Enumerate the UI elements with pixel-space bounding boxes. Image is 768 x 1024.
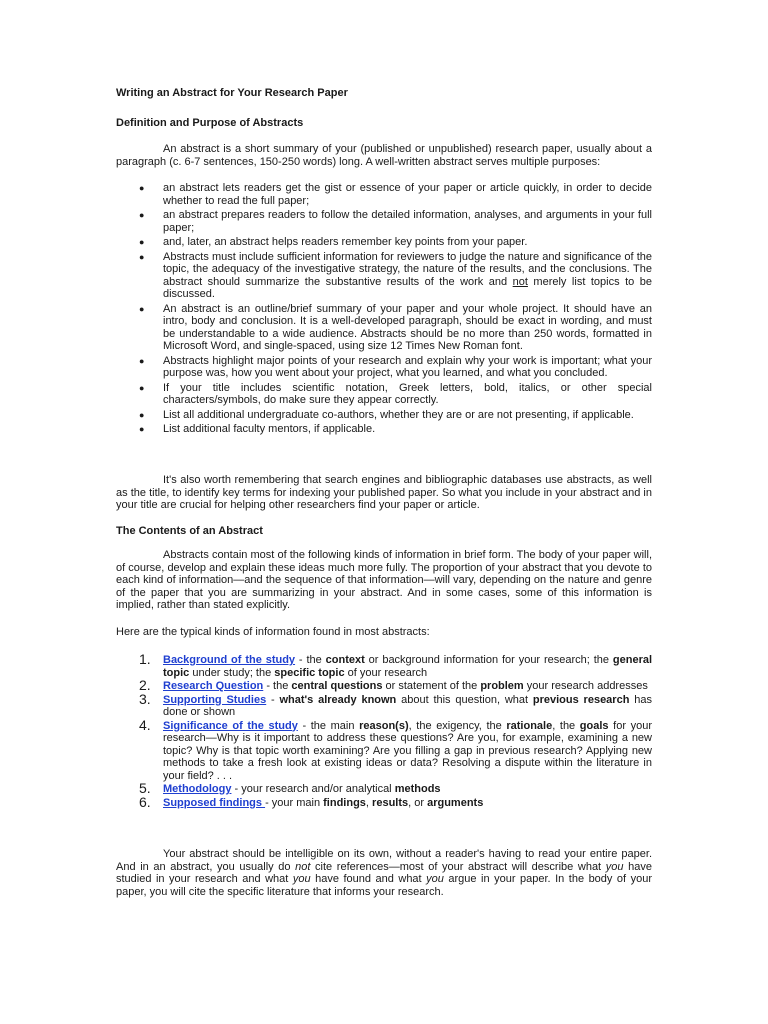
final-text: cite references—most of your abstract will describe what bbox=[310, 860, 606, 873]
item-bold: rationale bbox=[506, 719, 553, 732]
list-item bbox=[116, 209, 652, 234]
item-number: 2. bbox=[139, 677, 151, 693]
section-heading-contents: The Contents of an Abstract bbox=[116, 525, 263, 537]
item-bold: previous research bbox=[532, 693, 630, 706]
item-bold: methods bbox=[394, 783, 441, 795]
bullet-icon: ● bbox=[139, 382, 145, 393]
item-number: 4. bbox=[139, 716, 151, 733]
final-text: have studied in your research and what bbox=[116, 860, 652, 885]
typical-kinds-lead: Here are the typical kinds of information found in most abstracts: bbox=[116, 626, 430, 638]
final-paragraph bbox=[116, 848, 652, 898]
bullet-text: An abstract is an outline/brief summary of your paper and your whole project. It should have an intro, body and conclusion. It is a well-developed paragraph, should be exact in wording, and must be understandable to a wide audience. Abstracts should be no more than 250 words, formatted in Microsoft Word, and single-spaced, using size 12 Times New Roman font. bbox=[163, 302, 652, 352]
final-text: have found and what bbox=[310, 873, 427, 885]
final-italic: you bbox=[605, 860, 624, 873]
bullet-text: Abstracts must include sufficient information for reviewers to judge the nature and significance of the topic, the adequacy of the investigative strategy, the nature of the results, and the conclusions. The abstract should summarize the substantive results of the work and bbox=[163, 250, 652, 288]
section-heading-definition: Definition and Purpose of Abstracts bbox=[116, 117, 304, 129]
item-text: - bbox=[266, 693, 280, 706]
list-item bbox=[116, 780, 652, 796]
bullet-text: List additional faculty mentors, if applicable. bbox=[163, 423, 376, 435]
list-item bbox=[116, 236, 652, 249]
purpose-bullet-list bbox=[116, 182, 652, 438]
item-text: , bbox=[365, 796, 373, 809]
final-italic: not bbox=[295, 860, 311, 873]
underlined-not: not bbox=[512, 275, 528, 288]
bullet-icon: ● bbox=[139, 355, 145, 366]
bullet-text: List all additional undergraduate co-authors, whether they are or are not presenting, if applicable. bbox=[163, 408, 634, 421]
item-text: or statement of the bbox=[382, 680, 481, 692]
item-text: has done or shown bbox=[163, 693, 652, 718]
list-item bbox=[116, 677, 652, 693]
bullet-icon: ● bbox=[139, 237, 145, 247]
bullet-text: and, later, an abstract helps readers remember key points from your paper. bbox=[163, 236, 528, 248]
bullet-text: an abstract lets readers get the gist or essence of your paper or article quickly, in order to decide whether to read the full paper; bbox=[163, 182, 652, 207]
link-research-question[interactable]: Research Question bbox=[163, 680, 264, 692]
item-text: , or bbox=[408, 796, 428, 809]
item-text: or background information for your research; the bbox=[364, 654, 613, 666]
item-text: your research addresses bbox=[523, 680, 648, 692]
item-text: , the bbox=[552, 719, 580, 732]
list-item bbox=[116, 423, 652, 436]
final-italic: you bbox=[292, 873, 311, 885]
item-text: - the bbox=[263, 680, 292, 692]
item-bold: general topic bbox=[163, 654, 653, 679]
list-item bbox=[116, 355, 652, 380]
item-number: 5. bbox=[139, 780, 151, 796]
final-text: Your abstract should be intelligible on its own, without a reader's having to read your entire paper. And in an abstract, you usually do bbox=[116, 848, 652, 873]
item-bold: reason(s) bbox=[359, 719, 409, 732]
item-text: about this question, what bbox=[396, 693, 533, 706]
list-item bbox=[116, 793, 652, 810]
link-significance-of-the-study[interactable]: Significance of the study bbox=[163, 719, 298, 732]
list-item bbox=[116, 651, 653, 679]
item-text: , the exigency, the bbox=[408, 719, 507, 732]
bullet-icon: ● bbox=[139, 303, 145, 314]
item-number: 1. bbox=[139, 651, 151, 667]
bullet-text: an abstract prepares readers to follow the detailed information, analyses, and arguments in your full paper; bbox=[163, 209, 652, 234]
list-item bbox=[116, 182, 652, 207]
item-text: - your main bbox=[265, 796, 324, 809]
item-bold: what's already known bbox=[279, 693, 397, 706]
item-bold: results bbox=[372, 796, 409, 809]
item-number: 6. bbox=[139, 793, 151, 810]
list-item bbox=[116, 690, 652, 719]
bullet-text-end: merely list topics to be discussed. bbox=[163, 275, 652, 300]
item-text: - your research and/or analytical bbox=[231, 783, 395, 795]
contents-paragraph: Abstracts contain most of the following kinds of information in brief form. The body of your paper will, of course, develop and explain these ideas much more fully. The proportion of your abstract that you devote to each kind of information—and the sequence of that information—will vary, depending on the nature and genre of the paper that you are summarizing in your abstract. And in some cases, some of this information is implied, rather than stated explicitly. bbox=[116, 549, 652, 611]
information-kinds-list bbox=[116, 651, 653, 810]
final-italic: you bbox=[426, 873, 444, 885]
item-text: of your research bbox=[344, 666, 428, 679]
bullet-icon: ● bbox=[139, 251, 145, 262]
bullet-text: Abstracts highlight major points of your research and explain why your work is important; what your purpose was, how you went about your project, what you learned, and what you concluded. bbox=[163, 354, 652, 379]
item-text: under study; the bbox=[189, 666, 275, 679]
bullet-text: If your title includes scientific notation, Greek letters, bold, italics, or other special characters/symbols, do make sure they appear correctly. bbox=[163, 381, 652, 406]
list-item bbox=[116, 303, 652, 353]
item-bold: context bbox=[325, 654, 365, 666]
item-bold: goals bbox=[579, 719, 609, 732]
item-text: - the bbox=[295, 654, 326, 666]
list-item bbox=[116, 409, 652, 422]
item-bold: findings bbox=[323, 796, 366, 809]
document-title: Writing an Abstract for Your Research Paper bbox=[116, 87, 348, 99]
list-item bbox=[116, 251, 652, 301]
item-bold: specific topic bbox=[274, 666, 345, 679]
item-text: - the main bbox=[297, 719, 360, 732]
item-bold: problem bbox=[480, 680, 524, 692]
bullet-icon: ● bbox=[139, 409, 145, 420]
search-engines-paragraph: It's also worth remembering that search engines and bibliographic databases use abstracts, as well as the title, to identify key terms for indexing your published paper. So what you include in your abstract and in your title are crucial for helping other researchers find your paper or article. bbox=[116, 474, 652, 511]
item-text: for your research—Why is it important to address these questions? Are you, for example, examining a new topic? Why is that topic worth examining? Are you filling a gap in previous research? Applying new methods to take a fresh look at existing ideas or data? Resolving a dispute within the literature in your field? . . . bbox=[163, 719, 652, 782]
item-bold: central questions bbox=[291, 680, 383, 692]
definition-paragraph: An abstract is a short summary of your (published or unpublished) research paper, usually about a paragraph (c. 6-7 sentences, 150-250 words) long. A well-written abstract serves multiple purposes: bbox=[116, 143, 652, 168]
link-methodology[interactable]: Methodology bbox=[163, 783, 232, 795]
bullet-icon: ● bbox=[139, 183, 145, 193]
final-text: argue in your paper. In the body of your paper, you will cite the specific literature that informs your research. bbox=[116, 873, 653, 898]
list-item bbox=[116, 716, 652, 783]
link-supposed-findings[interactable]: Supposed findings bbox=[163, 796, 266, 809]
item-number: 3. bbox=[139, 690, 151, 707]
item-bold: arguments bbox=[427, 796, 484, 809]
bullet-icon: ● bbox=[139, 424, 145, 434]
link-background-of-the-study[interactable]: Background of the study bbox=[163, 654, 296, 666]
list-item bbox=[116, 382, 652, 407]
bullet-icon: ● bbox=[139, 210, 145, 220]
link-supporting-studies[interactable]: Supporting Studies bbox=[163, 693, 267, 706]
